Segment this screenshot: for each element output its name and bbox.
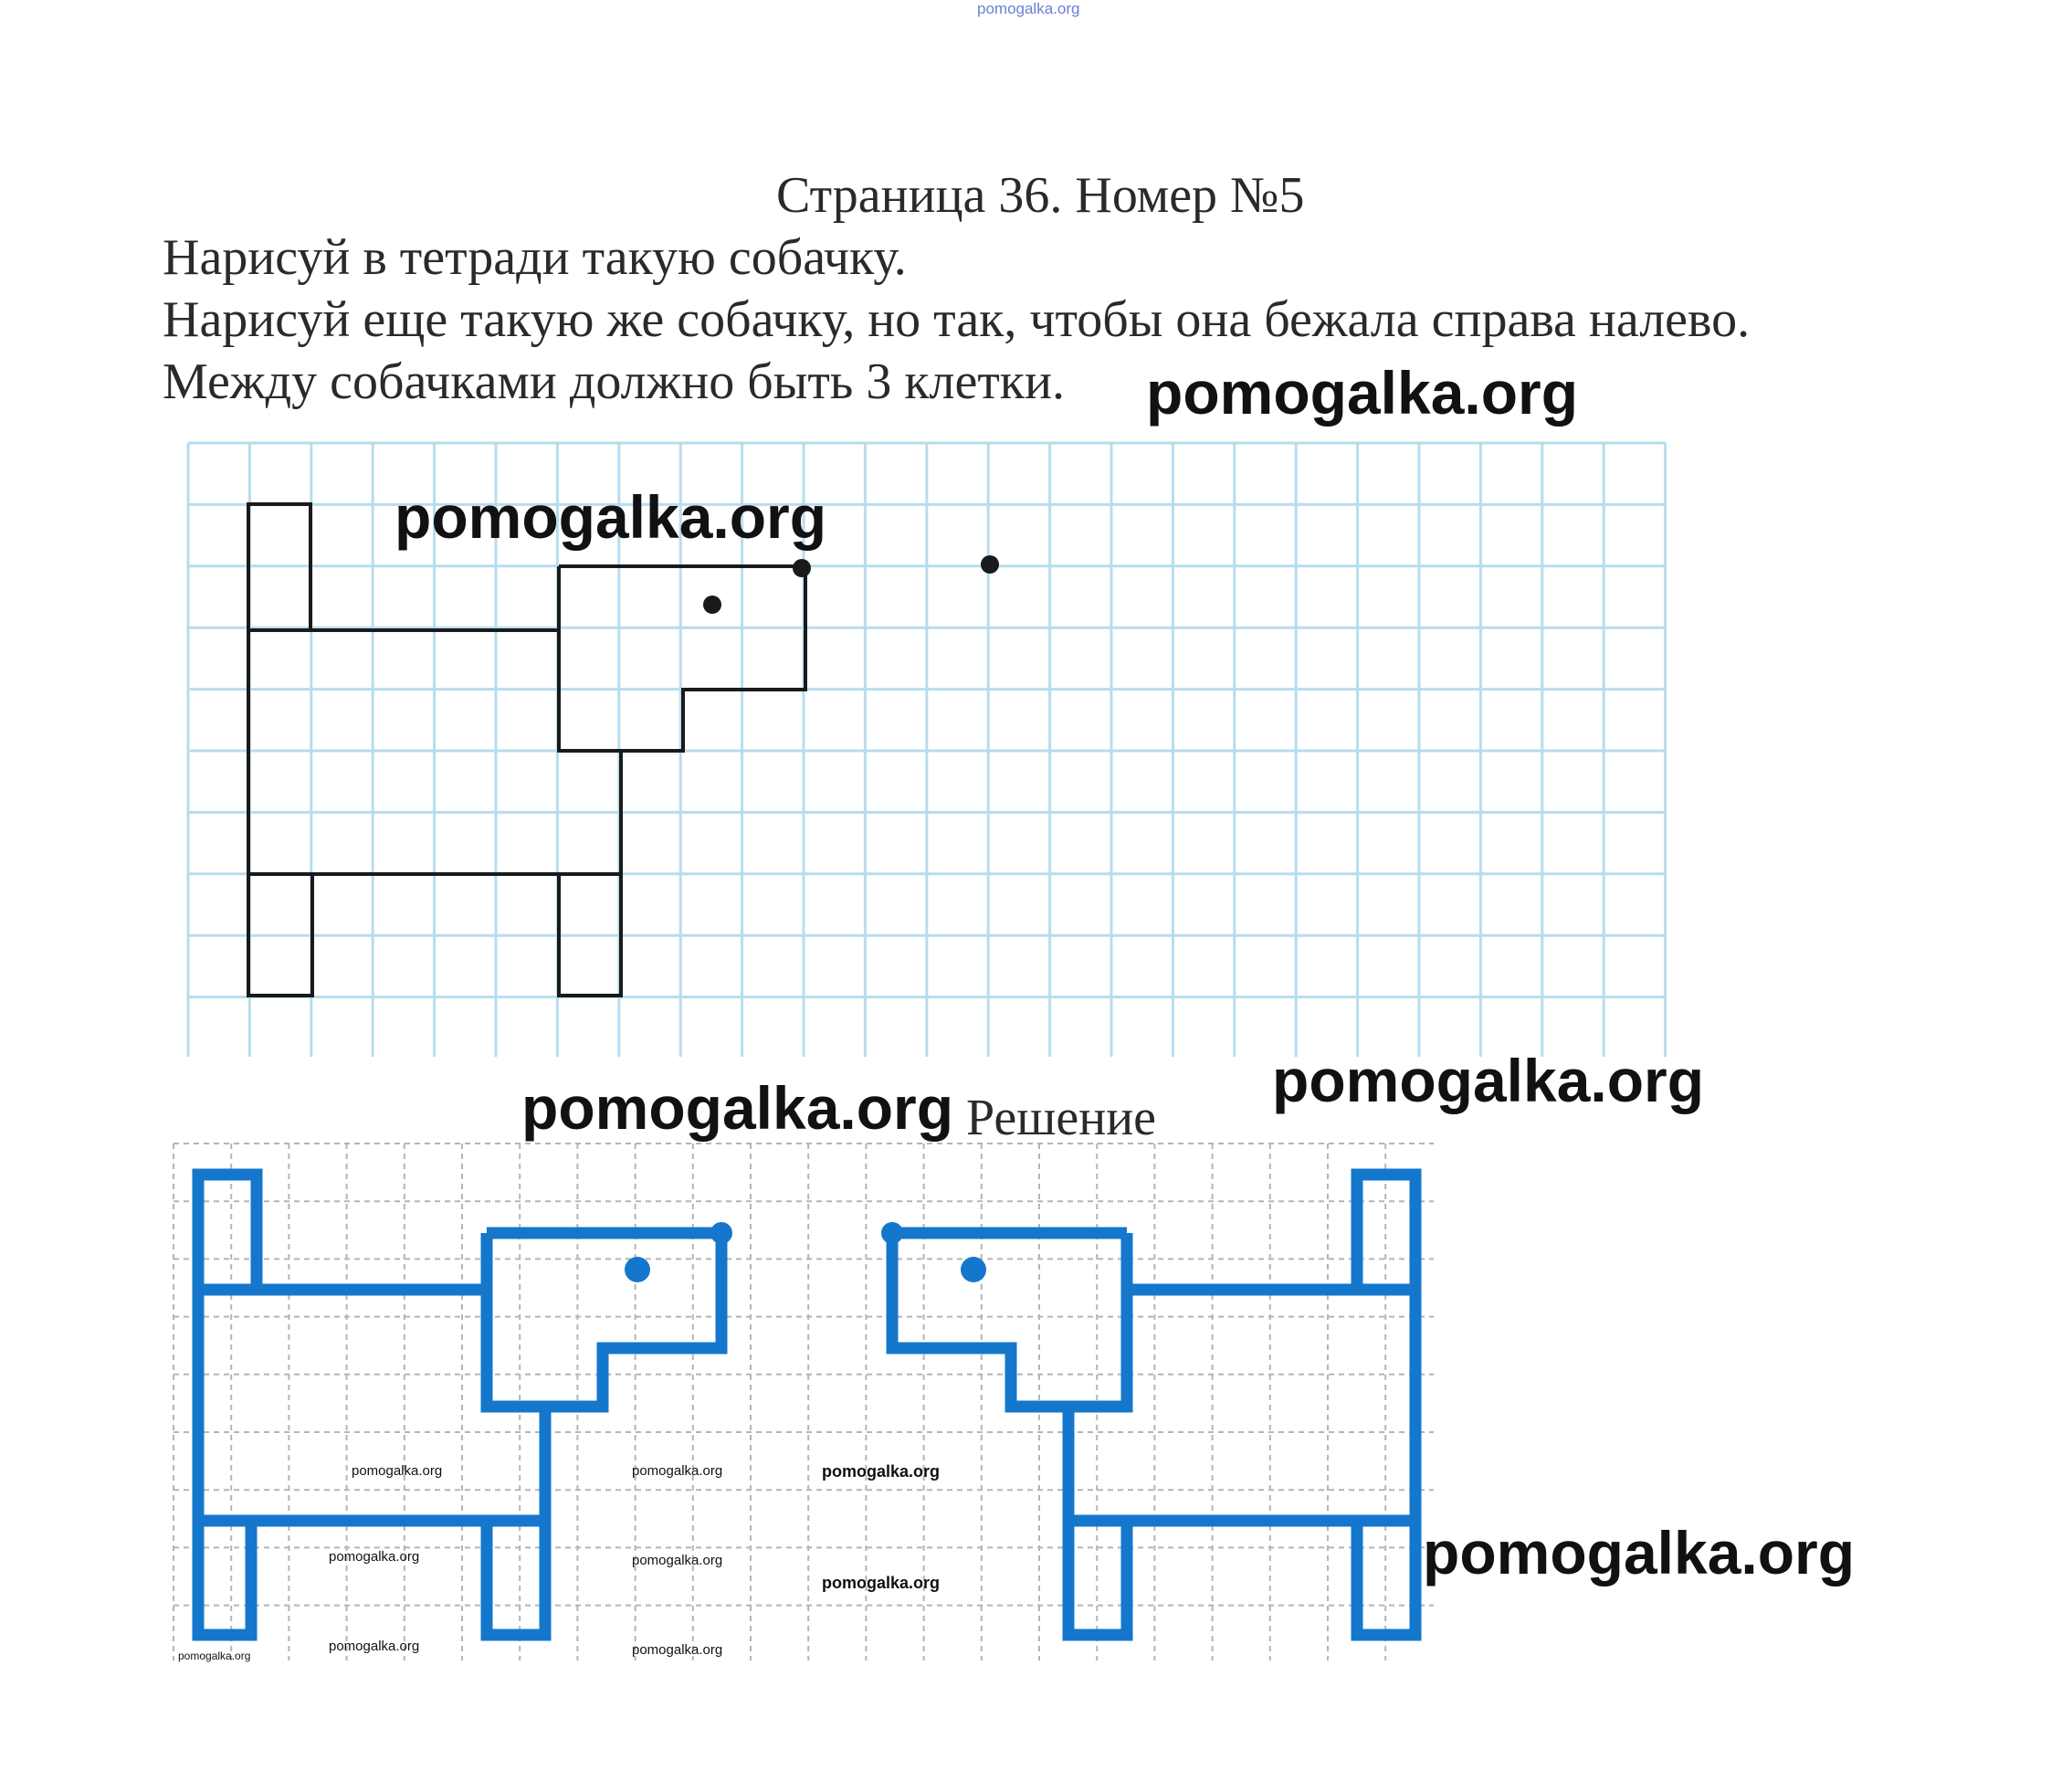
watermark: pomogalka.org (1423, 1519, 1856, 1586)
task-line-3: Между собачками должно быть 3 клетки. (163, 353, 1065, 410)
watermark-small: pomogalka.org (178, 1650, 251, 1662)
watermark-small: pomogalka.org (632, 1463, 723, 1479)
blue-dog-ear (198, 1175, 257, 1290)
task-line-2: Нарисуй еще такую же собачку, но так, чтобы она бежала справа налево. (163, 291, 1751, 348)
watermark: pomogalka.org (394, 483, 827, 551)
mirror-dog-ear (1357, 1175, 1415, 1290)
solution-label: Решение (966, 1090, 1157, 1146)
mirror-dog-nose (881, 1222, 903, 1244)
site-link[interactable]: pomogalka.org (977, 0, 1080, 17)
watermark-small: pomogalka.org (352, 1463, 443, 1479)
task-line-1: Нарисуй в тетради такую собачку. (163, 229, 907, 286)
watermark-small: pomogalka.org (329, 1639, 420, 1654)
watermark-small: pomogalka.org (632, 1553, 723, 1568)
watermark-small: pomogalka.org (822, 1574, 941, 1592)
blue-dog-nose (710, 1222, 732, 1244)
mirror-dog-eye (961, 1257, 986, 1282)
watermark: pomogalka.org (1146, 359, 1579, 427)
watermark-small: pomogalka.org (822, 1462, 941, 1481)
blue-dog-front-leg (487, 1521, 545, 1635)
blue-dog-back-leg (198, 1521, 251, 1635)
blue-dog-eye (625, 1257, 650, 1282)
watermark-small: pomogalka.org (329, 1549, 420, 1565)
solution-grid-lines (174, 1144, 1434, 1660)
page-title: Страница 36. Номер №5 (776, 167, 1305, 224)
watermark-small: pomogalka.org (632, 1642, 723, 1658)
watermark: pomogalka.org (1272, 1047, 1705, 1114)
watermark: pomogalka.org (521, 1074, 954, 1142)
